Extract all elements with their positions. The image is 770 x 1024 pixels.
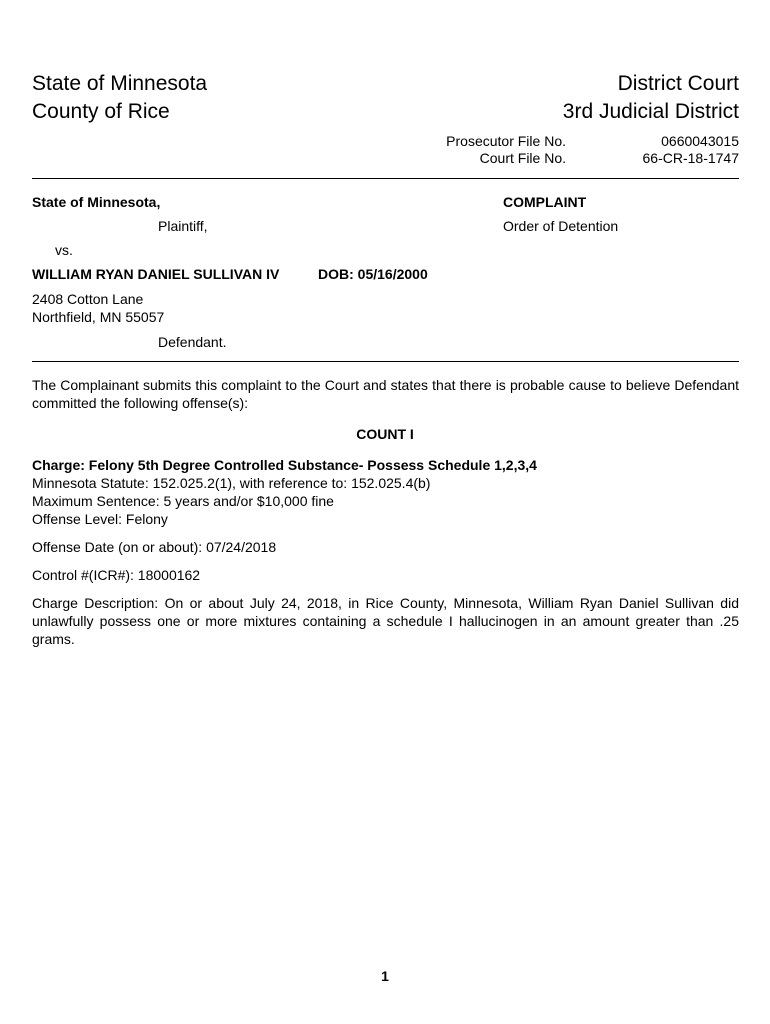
defendant-dob: DOB: 05/16/2000 [318,266,428,282]
offense-level: Offense Level: Felony [32,511,168,527]
document-type: COMPLAINT [503,194,587,210]
charge-description: Charge Description: On or about July 24, 2018, in Rice County, Minnesota, William Ryan Daniel Sullivan did unlawfully possess one or more mixtures containing a schedule I hallucinogen in an amount greater than .25 grams. [32,595,739,647]
court-district: 3rd Judicial District [562,100,739,123]
prosecutor-file-label: Prosecutor File No. [446,133,566,149]
court-county: County of Rice [32,100,170,123]
defendant-role: Defendant. [158,334,227,350]
count-title: COUNT I [356,426,414,442]
charge-title: Charge: Felony 5th Degree Controlled Substance- Possess Schedule 1,2,3,4 [32,457,537,473]
plaintiff-role: Plaintiff, [158,218,208,234]
plaintiff-name: State of Minnesota, [32,194,161,210]
caption-divider [32,361,739,362]
defendant-name: WILLIAM RYAN DANIEL SULLIVAN IV [32,266,280,282]
statute: Minnesota Statute: 152.025.2(1), with reference to: 152.025.4(b) [32,475,431,491]
page-number: 1 [381,968,389,984]
prosecutor-file-number: 0660043015 [661,133,739,149]
offense-date: Offense Date (on or about): 07/24/2018 [32,539,277,555]
defendant-address-street: 2408 Cotton Lane [32,291,144,307]
document-subtype: Order of Detention [503,218,619,234]
header-divider [32,178,739,179]
control-number: Control #(ICR#): 18000162 [32,567,201,583]
defendant-address-city: Northfield, MN 55057 [32,309,165,325]
court-file-label: Court File No. [479,150,566,166]
court-name: District Court [617,72,739,95]
versus-label: vs. [55,242,73,258]
court-state: State of Minnesota [32,72,208,95]
maximum-sentence: Maximum Sentence: 5 years and/or $10,000 fine [32,493,334,509]
court-file-number: 66-CR-18-1747 [642,150,739,166]
complaint-intro: The Complainant submits this complaint to the Court and states that there is probable cause to believe Defendant committed the following offense(s): [32,377,739,411]
